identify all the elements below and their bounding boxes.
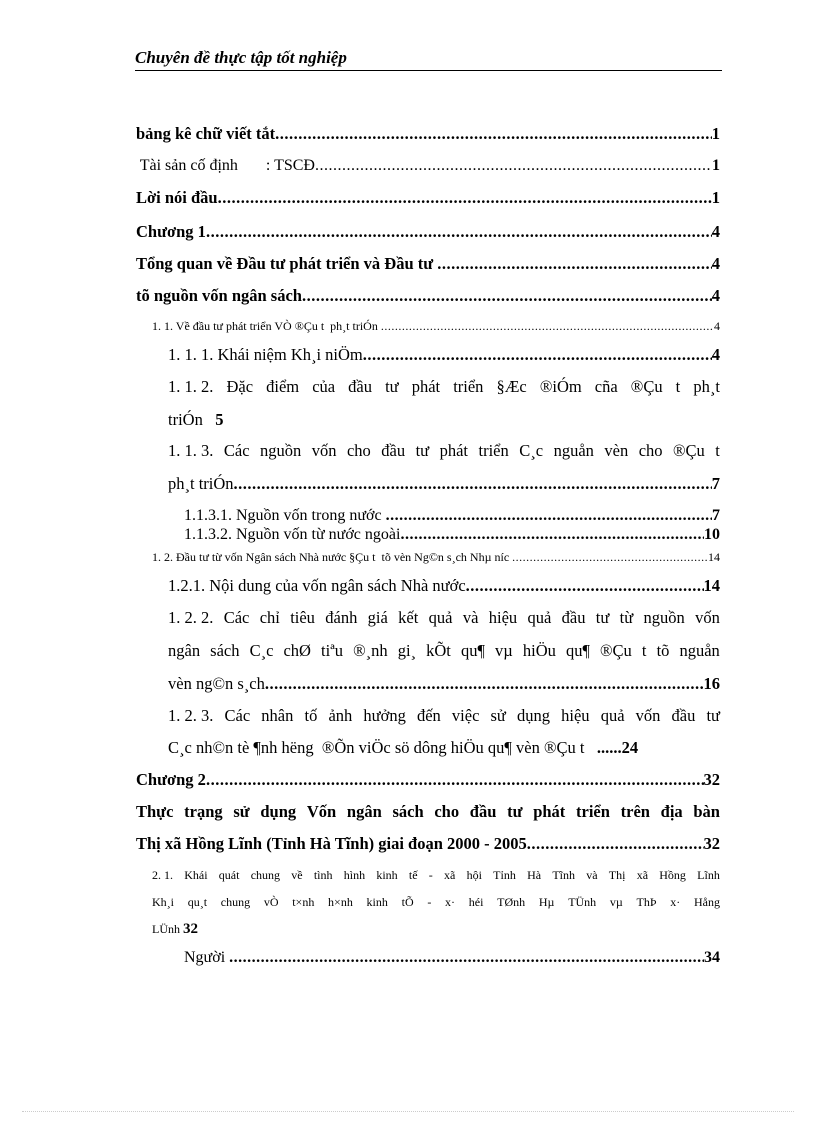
toc-entry-line[interactable]: C¸c nh©n tè ¶nh hëng ®Õn viÖc sö dông hiÖu qu¶ vèn ®Çu t ......24 (168, 738, 639, 757)
toc-entry[interactable]: Tài sản cố định : TSCĐ ..... 1 (136, 157, 720, 175)
toc-entry-line[interactable]: 1. 2. 3. Các nhân tố ảnh hưởng đến việc sử dụng hiệu quả vốn đầu tư (168, 706, 720, 725)
toc-entry-line[interactable]: Thị xã Hồng Lĩnh (Tỉnh Hà Tĩnh) giai đoạn 2000 - 2005 ..... 32 (136, 834, 720, 854)
toc-entry-line[interactable]: Thực trạng sử dụng Vốn ngân sách cho đầu tư phát triển trên địa bàn (136, 802, 720, 821)
toc-entry[interactable]: Tổng quan về Đầu tư phát triển và Đầu tư ..... 4 (136, 254, 720, 274)
toc-entry-line[interactable]: LÜnh 32 (152, 921, 198, 937)
toc-entry[interactable]: Chương 2 ..... 32 (136, 770, 720, 790)
toc-entry[interactable]: tõ nguồn vốn ngân sách ..... 4 (136, 286, 720, 306)
toc-entry[interactable]: Lời nói đầu ..... 1 (136, 188, 720, 208)
toc-entry-line[interactable]: vèn ng©n s¸ch ..... 16 (168, 674, 720, 694)
toc-entry-line[interactable]: triÓn 5 (168, 410, 224, 429)
toc-entry[interactable]: 1.2.1. Nội dung của vốn ngân sách Nhà nước ..... 14 (168, 576, 720, 596)
toc-entry-line[interactable]: 1. 1. 2. Đặc điểm của đầu tư phát triển §Æc ®iÓm cña ®Çu t ph¸t (168, 377, 720, 396)
toc-entry-line[interactable]: 1. 1. 3. Các nguồn vốn cho đầu tư phát triển C¸c nguån vèn cho ®Çu t (168, 441, 720, 460)
toc-entry[interactable]: 1.1.3.1. Nguồn vốn trong nước ..... 7 (184, 507, 720, 525)
toc-entry[interactable]: Chương 1 ..... 4 (136, 222, 720, 242)
toc-entry-line[interactable]: 2. 1. Khái quát chung về tình hình kinh tế - xã hội Tỉnh Hà Tĩnh và Thị xã Hồng Lĩnh (152, 868, 720, 882)
toc-entry[interactable]: 1. 2. Đầu tư từ vốn Ngân sách Nhà nước §Çu t tõ vèn Ng©n s¸ch Nhµ níc ..... 14 (152, 550, 720, 565)
toc-entry[interactable]: 1. 1. Về đầu tư phát triển VÒ ®Çu t ph¸t triÓn ..... 4 (152, 319, 720, 334)
page-header (135, 48, 722, 71)
page-bottom-border (22, 1111, 794, 1112)
toc-entry-line[interactable]: ph¸t triÓn ..... 7 (168, 474, 720, 494)
toc-entry[interactable]: 1. 1. 1. Khái niệm Kh¸i niÖm ..... 4 (168, 345, 720, 365)
toc-entry-line[interactable]: ngân sách C¸c chØ tiªu ®¸nh gi¸ kÕt qu¶ vµ hiÖu qu¶ ®Çu t tõ nguån (168, 641, 720, 660)
toc-entry-line[interactable]: 1. 2. 2. Các chỉ tiêu đánh giá kết quả và hiệu quả đầu tư từ nguồn vốn (168, 608, 720, 627)
toc-entry-line[interactable]: Kh¸i qu¸t chung vÒ t×nh h×nh kinh tÕ - x· héi TØnh Hµ TÜnh vµ ThÞ x· Hång (152, 895, 720, 909)
toc-entry[interactable]: Người ..... 34 (184, 949, 720, 967)
header-title: Chuyên đề thực tập tốt nghiệp (135, 48, 347, 67)
toc-entry[interactable]: bảng kê chữ viết tắt ..... 1 (136, 124, 720, 144)
toc-entry[interactable]: 1.1.3.2. Nguồn vốn từ nước ngoài ..... 10 (184, 526, 720, 544)
